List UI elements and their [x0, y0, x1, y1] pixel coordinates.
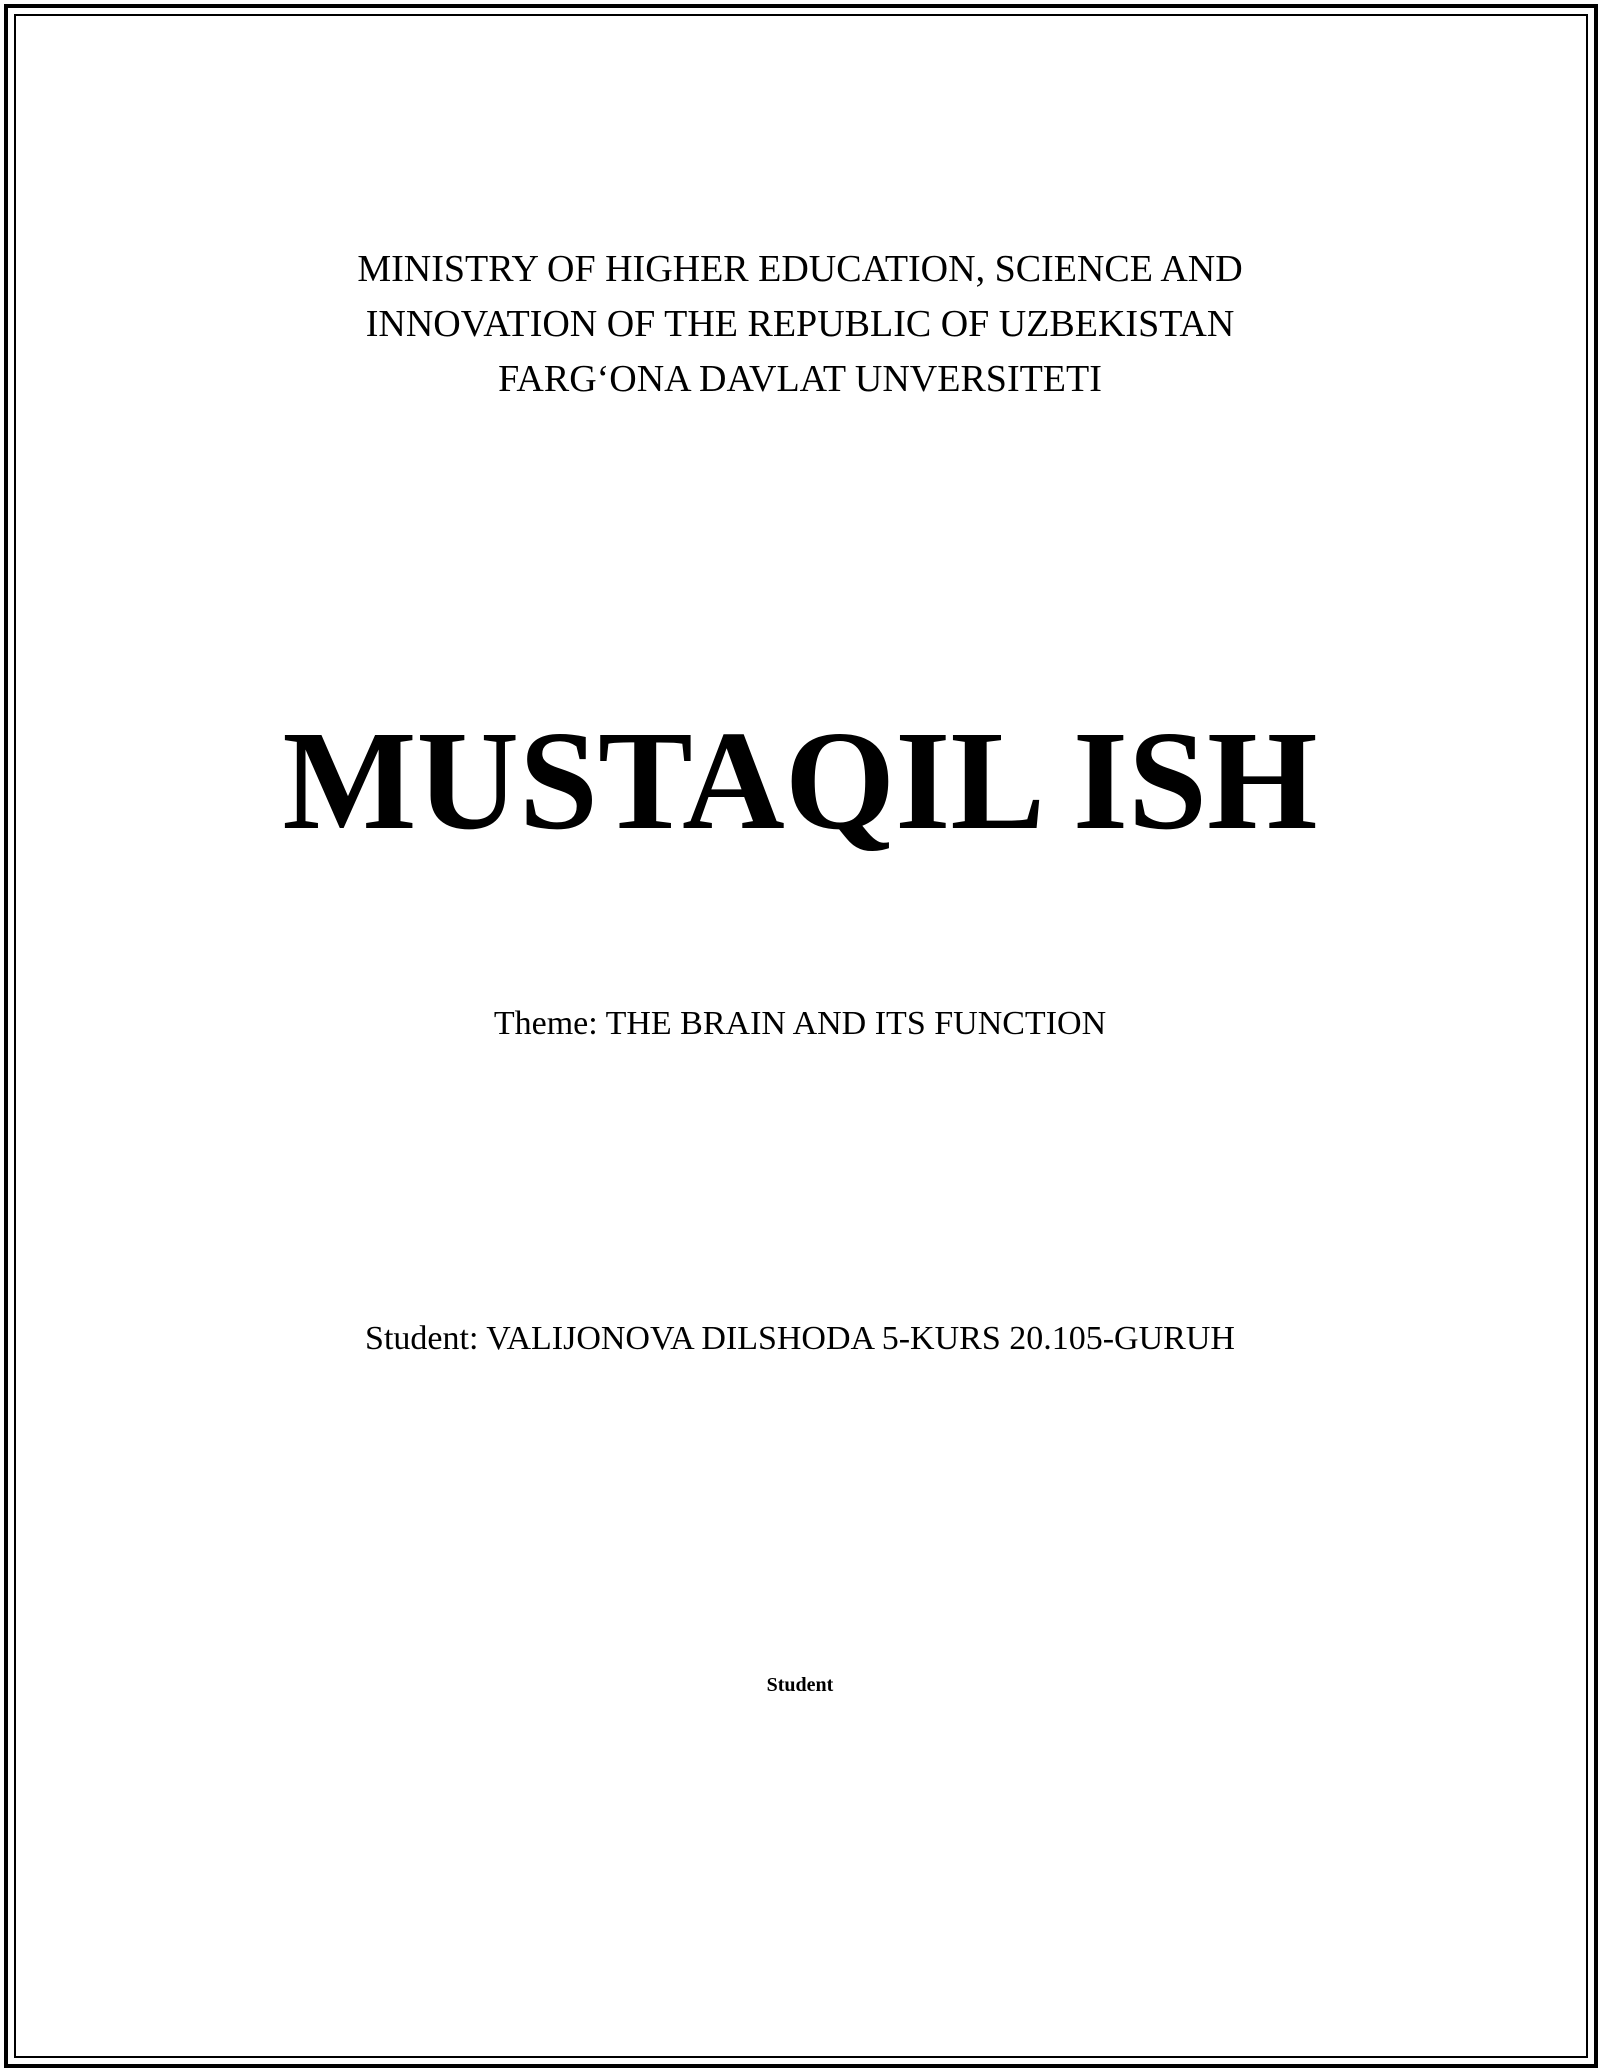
institution-header	[0, 242, 1600, 407]
document-theme: Theme: THE BRAIN AND ITS FUNCTION	[493, 1005, 1107, 1042]
student-label: Student	[766, 1674, 834, 1696]
header-line-1: MINISTRY OF HIGHER EDUCATION, SCIENCE AND	[357, 248, 1243, 290]
student-info: Student: VALIJONOVA DILSHODA 5-KURS 20.105-GURUH	[365, 1320, 1235, 1357]
document-title: MUSTAQIL ISH	[282, 701, 1318, 859]
header-line-3: FARG‘ONA DAVLAT UNVERSITETI	[498, 358, 1102, 400]
header-line-2: INNOVATION OF THE REPUBLIC OF UZBEKISTAN	[365, 303, 1235, 345]
